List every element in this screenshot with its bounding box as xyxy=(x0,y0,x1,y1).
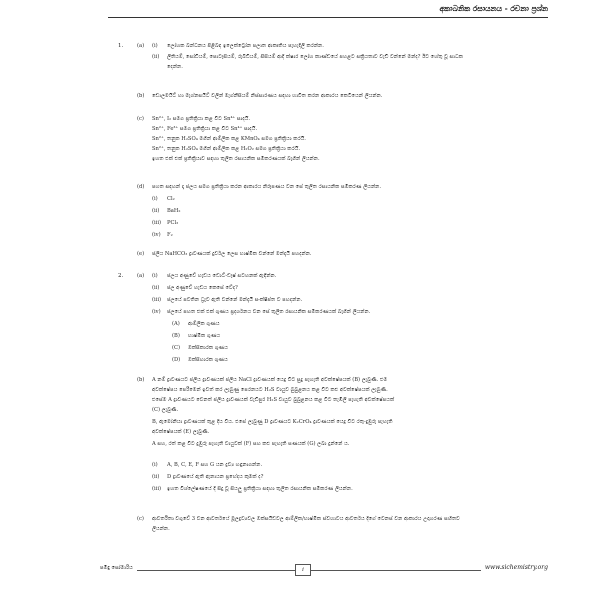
q2-a-iv-item-label: (B) xyxy=(172,333,180,339)
q2-a-iv-item-text: ආම්ලික ගුණය xyxy=(188,321,220,327)
q2-a-iv-item-text: භාෂ්මික ගුණය xyxy=(188,333,221,339)
question-1-number: 1. xyxy=(118,43,124,49)
q2-a-iv-item-label: (C) xyxy=(172,345,181,351)
q1-c-line2: Sn²⁺, Fe³⁺ සමග ප්‍රතික්‍රියා කළ විට Sn⁴⁺ සාදයි. xyxy=(152,126,258,132)
q2-b-iii-text: ඉහත විශ්ලේෂණයේ දී සිදු වූ සියලු ප්‍රතික්‍රියා සඳහා තුලිත රසායනික සමීකරණ ලියන්න. xyxy=(167,486,353,492)
q1-a-i-text: ලෝහක බන්ධනය පිළිබඳ ඉලෙක්ට්‍රෝන පලාත ආකෘතිය පැහැදිලි කරන්න. xyxy=(167,43,324,49)
q2-a-iv-item-text: ඔක්සිහාරක ගුණය xyxy=(188,357,228,363)
q2-a-ii-label: (ii) xyxy=(152,285,160,291)
q2-b-iii-label: (iii) xyxy=(152,486,162,492)
question-2-number: 2. xyxy=(118,273,124,279)
q1-d-item-text: Cl₂ xyxy=(167,196,175,202)
q2-a-iv-item-text: ඔක්සිකාරක ගුණය xyxy=(188,345,228,351)
q2-a-iii-text: ජලයේ පවතින ධ්‍රැව ඇති වන්නේ මන්දැයි සංක්ෂිප්ත ව පහදන්න. xyxy=(167,297,303,303)
q1-d-item-label: (ii) xyxy=(152,208,160,214)
q1-e-label: (e) xyxy=(137,251,145,257)
q1-a-ii-line1: ලිතියම්, සෝඩියම්, පොටෑසියම්, රුබීඩියම්, සීසියම් ආදී ක්ෂාර ලෝහ කාණ්ඩයේ පහළට සක්‍රියතාව වැඩි වන්නේ මන්ද? ඊට හේතු වූ සාධක xyxy=(167,54,464,60)
footer-author: පමිඳු සෝමාරිය xyxy=(100,565,137,572)
footer-website-link[interactable]: www.sichemistry.org xyxy=(481,564,548,571)
q2-b-label: (b) xyxy=(137,377,145,383)
q1-b-label: (b) xyxy=(137,93,145,99)
q1-e-text: ජලීය NaHCO₃ ද්‍රාවණයක් දුර්වල ලෙස භාෂ්මික වන්නේ මන්දැයි පහදන්න. xyxy=(152,251,312,257)
q2-b-ii-text: D ද්‍රාවණයේ ඇති ඇනායන ප්‍රභේදය කුමක් ද? xyxy=(167,474,264,480)
q1-d-item-label: (iii) xyxy=(152,220,162,226)
q1-d-text: පහත සඳහන් දෑ ජලය සමග ප්‍රතික්‍රියා කරන ආකාරය නිරූපණය වන සේ තුලිත රසායනික සමීකරණ ලියන්න. xyxy=(152,184,382,190)
q1-a-i-label: (i) xyxy=(152,43,158,49)
q1-c-label: (c) xyxy=(137,116,144,122)
q1-d-item-text: BaH₂ xyxy=(167,208,181,214)
q1-c-line5: ඉහත එක් එක් ප්‍රතික්‍රියාව සඳහා තුලිත රසායනික සමීකරණයක් බැගින් ලියන්න. xyxy=(152,156,320,162)
header-rule xyxy=(108,17,548,18)
q2-a-ii-text: ජල අණුවේ හැඩය කෙසේ වේද? xyxy=(167,285,238,291)
q1-a-ii-label: (ii) xyxy=(152,54,160,60)
q2-c-line2: ලියන්න. xyxy=(152,526,170,532)
page-number: i xyxy=(295,564,311,576)
q2-a-iii-label: (iii) xyxy=(152,297,162,303)
q2-c-line1: ආවර්තිතා වගුවේ 3 වන ආවර්තයේ මූලද්‍රව්‍යවල ඔක්සයිඩවල ආම්ලික/භාෂ්මික ස්වභාවය ආවර්තය දිගේ වෙනස් වන ආකාරය උදාහරණ සහිතව xyxy=(152,516,460,522)
q1-c-line3: Sn²⁺, තනුක H₂SO₄ මගින් ආම්ලික කළ KMnO₄ සමග ප්‍රතික්‍රියා කරයි. xyxy=(152,136,306,142)
q1-b-text: ඩොලමයිට් හා මැග්නසයිට් වලින් මැග්නීසියම් නිස්සාරණය සඳහා භාවිත කරන ආකාරය කෙටියෙන් ලියන්න. xyxy=(152,93,383,99)
q1-d-item-text: PCl₃ xyxy=(167,220,179,226)
q1-d-label: (d) xyxy=(137,184,145,190)
q1-a-label: (a) xyxy=(137,43,145,49)
q1-a-ii-line2: දෙන්න. xyxy=(167,64,183,70)
q2-a-i-label: (i) xyxy=(152,273,158,279)
q2-b-line4: (C) ලැබුණි. xyxy=(152,407,179,413)
q2-b-i-text: A, B, C, E, F සහ G යන ද්‍රව්‍ය හඳුනාගන්න. xyxy=(167,462,263,468)
q1-d-item-label: (iv) xyxy=(152,232,161,238)
q1-c-line4: Sn²⁺, තනුක H₂SO₄ මගින් ආම්ලික කළ H₂O₂ සමග ප්‍රතික්‍රියා කරයි. xyxy=(152,146,301,152)
q2-a-iv-item-label: (A) xyxy=(172,321,180,327)
q2-a-iv-label: (iv) xyxy=(152,309,161,315)
q2-b-line1: A නම් ද්‍රාවණයට ජලීය ද්‍රාවණයක් ජලීය NaCl ද්‍රාවණයක් යෙදූ විට සුදු පැහැති අවක්ෂේපයක් (B) ලැබුණි. එම xyxy=(152,377,388,383)
q2-a-iv-text: ජලයේ පහත එක් එක් ගුණය ප්‍රදර්ශනය වන සේ තුලිත රසායනික සමීකරණයක් බැගින් ලියන්න. xyxy=(167,309,371,315)
q2-b-line7: A සහ, රත් කළ විට දුඹුරු පැහැති වායුවක් (F) සහ කළු පැහැති ඝණයක් (G) ලබා දුන්නේ ය. xyxy=(152,441,350,447)
q2-b-line6: අවක්ෂේපයක් (E) ලැබුණි. xyxy=(152,429,210,435)
q1-c-line1: Sn²⁺, I₂ සමග ප්‍රතික්‍රියා කළ විට Sn⁴⁺ සාදයි. xyxy=(152,116,251,122)
q2-c-label: (c) xyxy=(137,516,144,522)
q2-b-i-label: (i) xyxy=(152,462,158,468)
q2-a-label: (a) xyxy=(137,273,145,279)
page-header-title: අකාබනික රසායනය - රචනා ප්‍රශ්න xyxy=(439,4,548,13)
q2-b-line5: B, ඇමෝනියා ද්‍රාවණයක් තුළ දිය විය. එසේ ලැබුණු D ද්‍රාවණයට K₂CrO₄ ද්‍රාවණයක් යෙදූ විට රතු-දුඹුරු පැහැති xyxy=(152,419,393,425)
q2-a-i-text: ජලය අණුවේ හැඩය ඩොට්-ඩෑෂ් සටහනක් ඇඳින්න. xyxy=(167,273,277,279)
q2-b-line2: අවක්ෂේපය පෙරීමෙන් ඉවත් කර ලැබුණු පෙරනයට H₂S වායුව බුබුළනය කළ විට කළු අවක්ෂේපයක් ලැබුණි. xyxy=(152,387,388,393)
q2-b-ii-label: (ii) xyxy=(152,474,160,480)
q2-a-iv-item-label: (D) xyxy=(172,357,181,363)
q1-d-item-label: (i) xyxy=(152,196,158,202)
q1-d-item-text: F₂ xyxy=(167,232,173,238)
q2-b-line3: එසේම A ද්‍රාවණයට වෙනත් ජලීය ද්‍රාවණයක් වැඩිපුර H₂S වායුව බුබුළනය කළ විට තැඹිලි පැහැති අවක්ෂේපයක් xyxy=(152,397,395,403)
